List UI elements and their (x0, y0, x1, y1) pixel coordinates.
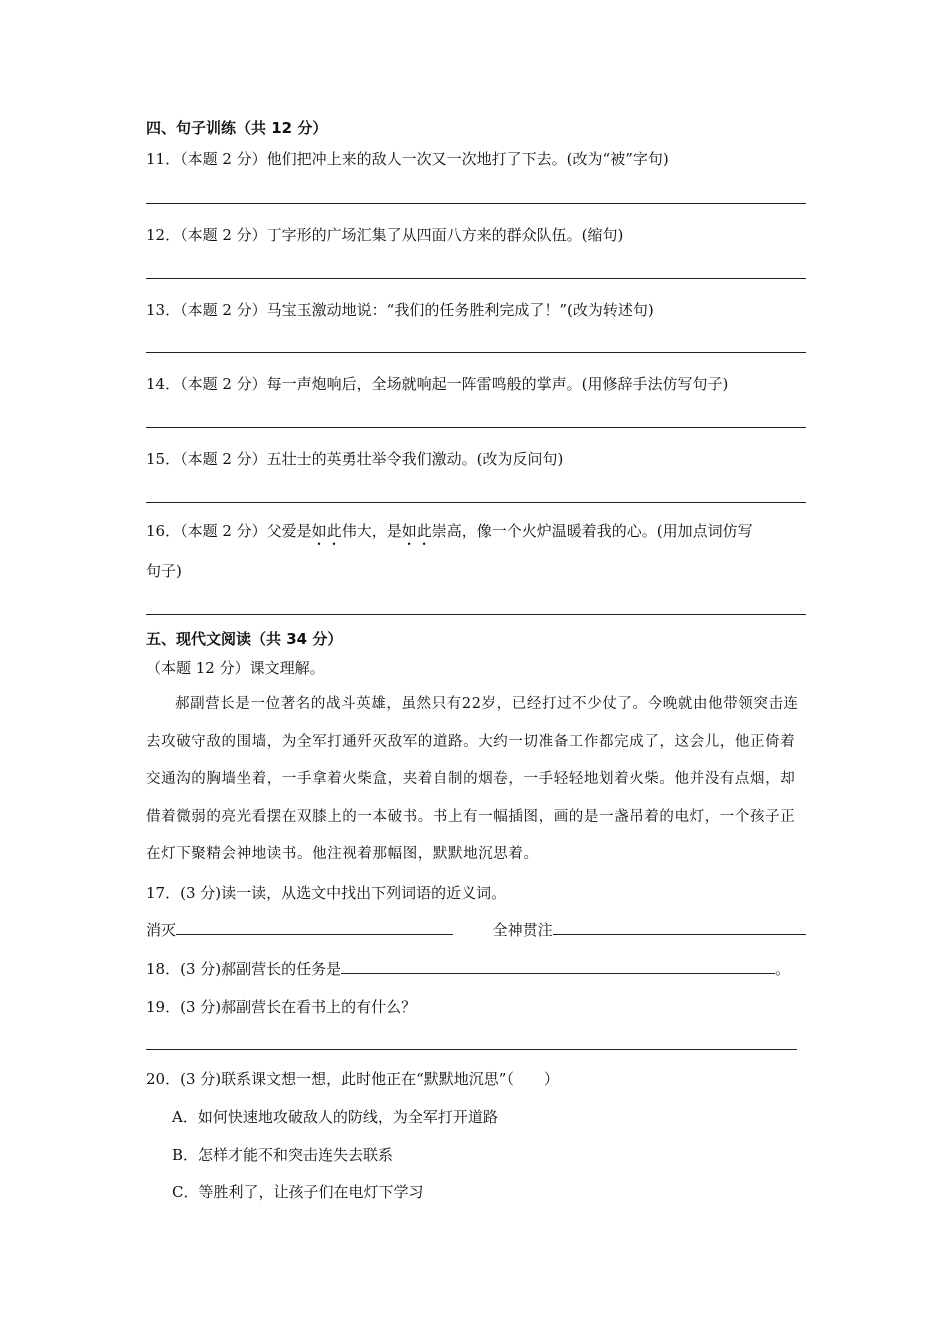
q16-mid: 伟大，是 (341, 522, 402, 540)
question-12: 12．（本题 2 分）丁字形的广场汇集了从四面八方来的群众队伍。(缩句) (146, 226, 624, 244)
answer-line-16[interactable] (146, 614, 806, 615)
question-16 (146, 520, 753, 549)
question-16-continued: 句子) (146, 562, 182, 580)
answer-line-14[interactable] (146, 427, 806, 428)
option-c[interactable]: C．等胜利了，让孩子们在电灯下学习 (172, 1183, 424, 1201)
q17-answer-row (146, 919, 806, 940)
q18-suffix: 。 (775, 960, 791, 978)
q16-dotted-word-2: 如此 (401, 522, 432, 540)
q17-blank-2[interactable] (553, 920, 806, 935)
option-a[interactable]: A．如何快速地攻破敌人的防线，为全军打开道路 (172, 1108, 498, 1126)
section4-title: 四、句子训练（共 12 分） (146, 119, 328, 137)
question-15: 15．（本题 2 分）五壮士的英勇壮举令我们激动。(改为反问句) (146, 450, 564, 468)
reading-intro: （本题 12 分）课文理解。 (146, 659, 325, 677)
section5-title: 五、现代文阅读（共 34 分） (146, 630, 343, 648)
question-18 (146, 958, 790, 979)
q16-rest: 崇高，像一个火炉温暖着我的心。(用加点词仿写 (431, 522, 753, 540)
q17-word-2: 全神贯注 (492, 921, 553, 939)
question-11: 11．（本题 2 分）他们把冲上来的敌人一次又一次地打了下去。(改为“被”字句) (146, 150, 669, 168)
q17-blank-1[interactable] (176, 920, 453, 935)
answer-line-19[interactable] (146, 1049, 797, 1050)
question-19: 19．(3 分)郝副营长在看书上的有什么？ (146, 998, 417, 1016)
question-14: 14．（本题 2 分）每一声炮响后，全场就响起一阵雷鸣般的掌声。(用修辞手法仿写句子) (146, 375, 729, 393)
q16-dotted-word-1: 如此 (311, 522, 342, 540)
question-20: 20．(3 分)联系课文想一想，此时他正在“默默地沉思”（ ） (146, 1070, 559, 1088)
q17-word-1: 消灭 (146, 921, 177, 939)
option-b[interactable]: B．怎样才能不和突击连失去联系 (172, 1146, 394, 1164)
answer-line-13[interactable] (146, 352, 806, 353)
q18-blank[interactable] (341, 959, 775, 974)
answer-line-11[interactable] (146, 203, 806, 204)
passage-text: 郝副营长是一位著名的战斗英雄，虽然只有22岁，已经打过不少仗了。今晚就由他带领突击连去攻破守敌的围墙，为全军打通歼灭敌军的道路。大约一切准备工作都完成了，这会儿，他正倚着交通沟的胸墙坐着，一手拿着火柴盒，夹着自制的烟卷，一手轻轻地划着火柴。他并没有点烟，却借着微弱的亮光看摆在双膝上的一本破书。书上有一幅插图，画的是一盏吊着的电灯，一个孩子正在灯下聚精会神地读书。他注视着那幅图，默默地沉思着。 (146, 696, 799, 862)
q18-prefix: 18．(3 分)郝副营长的任务是 (146, 960, 342, 978)
reading-passage (146, 686, 808, 874)
answer-line-15[interactable] (146, 502, 806, 503)
question-17: 17．(3 分)读一读，从选文中找出下列词语的近义词。 (146, 884, 507, 902)
answer-line-12[interactable] (146, 278, 806, 279)
q16-prefix: 16．（本题 2 分）父爱是 (146, 522, 312, 540)
question-13: 13．（本题 2 分）马宝玉激动地说：“我们的任务胜利完成了！”(改为转述句) (146, 301, 654, 319)
